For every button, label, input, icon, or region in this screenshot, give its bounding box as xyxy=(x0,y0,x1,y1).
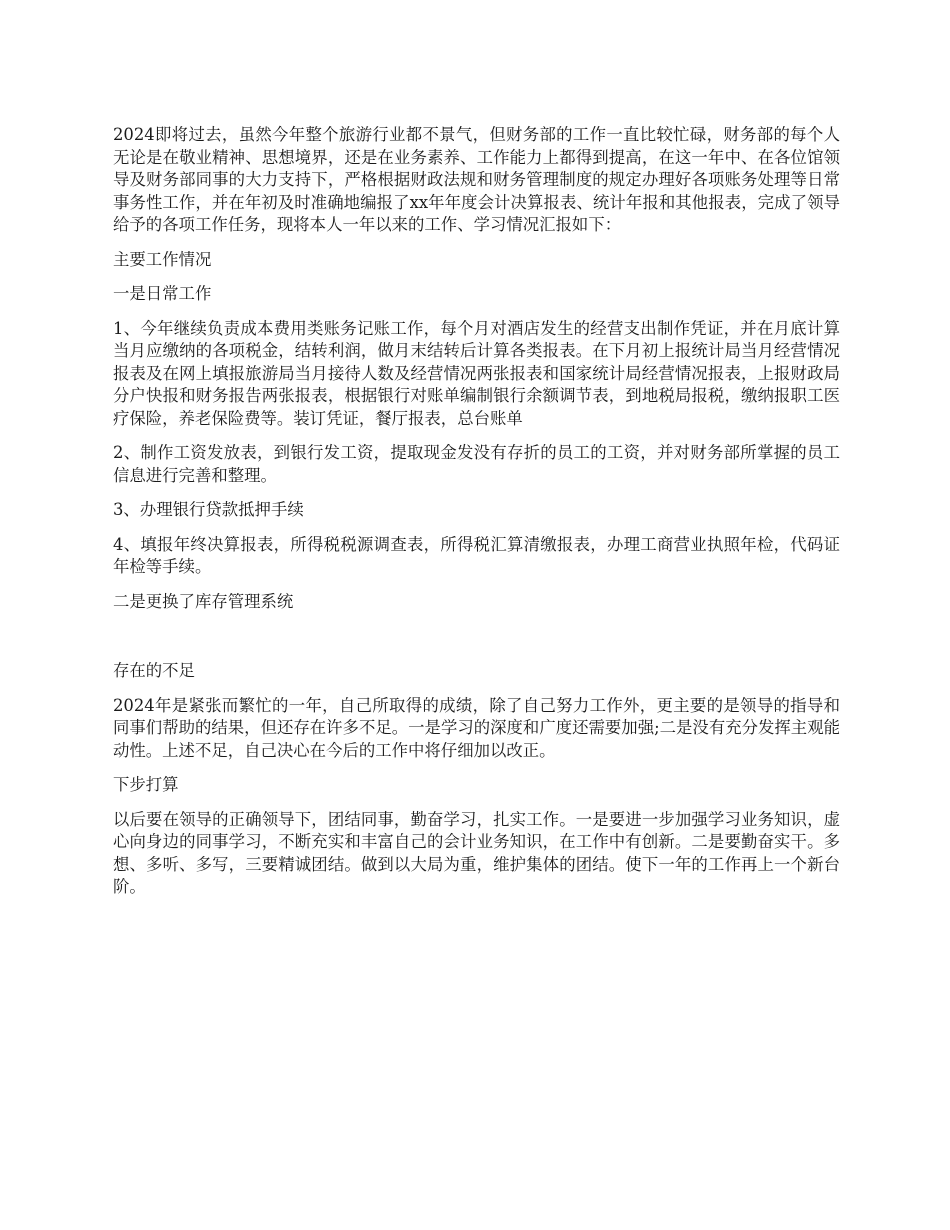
section-heading-main-work: 主要工作情况 xyxy=(113,249,212,269)
plan-paragraph: 以后要在领导的正确领导下，团结同事，勤奋学习，扎实工作。一是要进一步加强学习业务知识，虚心向身边的同事学习，不断充实和丰富自己的会计业务知识，在工作中有创新。二是要勤奋实干。多想、多听、多写，三要精诚团结。做到以大局为重，维护集体的团结。使下一年的工作再上一个新台阶。 xyxy=(113,809,840,896)
blank-spacer xyxy=(113,625,840,660)
shortcomings-paragraph: 2024年是紧张而繁忙的一年，自己所取得的成绩，除了自己努力工作外，更主要的是领导的指导和同事们帮助的结果，但还存在许多不足。一是学习的深度和广度还需要加强;二是没有充分发挥主观能动性。上述不足，自己决心在今后的工作中将仔细加以改正。 xyxy=(113,695,840,760)
list-item-3: 3、办理银行贷款抵押手续 xyxy=(113,500,304,519)
list-item-4: 4、填报年终决算报表，所得税税源调查表，所得税汇算清缴报表，办理工商营业执照年检，代码证年检等手续。 xyxy=(113,534,840,576)
intro-paragraph: 2024即将过去，虽然今年整个旅游行业都不景气，但财务部的工作一直比较忙碌，财务部的每个人无论是在敬业精神、思想境界，还是在业务素养、工作能力上都得到提高，在这一年中、在各位馆领导及财务部同事的大力支持下，严格根据财政法规和财务管理制度的规定办理好各项账务处理等日常事务性工作，并在年初及时准确地编报了xx年年度会计决算报表、统计年报和其他报表，完成了领导给予的各项工作任务，现将本人一年以来的工作、学习情况汇报如下： xyxy=(113,125,840,234)
document-body xyxy=(113,124,840,911)
section-heading-next-plan: 下步打算 xyxy=(113,775,179,794)
list-item-2: 2、制作工资发放表，到银行发工资，提取现金发没有存折的员工的工资，并对财务部所掌握的员工信息进行完善和整理。 xyxy=(113,443,840,485)
subheading-daily-work: 一是日常工作 xyxy=(113,284,212,303)
section-heading-shortcomings: 存在的不足 xyxy=(113,661,195,680)
list-item-1: 1、今年继续负责成本费用类账务记账工作，每个月对酒店发生的经营支出制作凭证，并在月底计算当月应缴纳的各项税金，结转利润，做月末结转后计算各类报表。在下月初上报统计局当月经营情况报表及在网上填报旅游局当月接待人数及经营情况两张报表和国家统计局经营情况报表，上报财政局分户快报和财务报告两张报表，根据银行对账单编制银行余额调节表，到地税局报税，缴纳报职工医疗保险，养老保险费等。装订凭证，餐厅报表，总台账单 xyxy=(113,318,840,428)
subheading-inventory-system: 二是更换了库存管理系统 xyxy=(113,591,294,611)
